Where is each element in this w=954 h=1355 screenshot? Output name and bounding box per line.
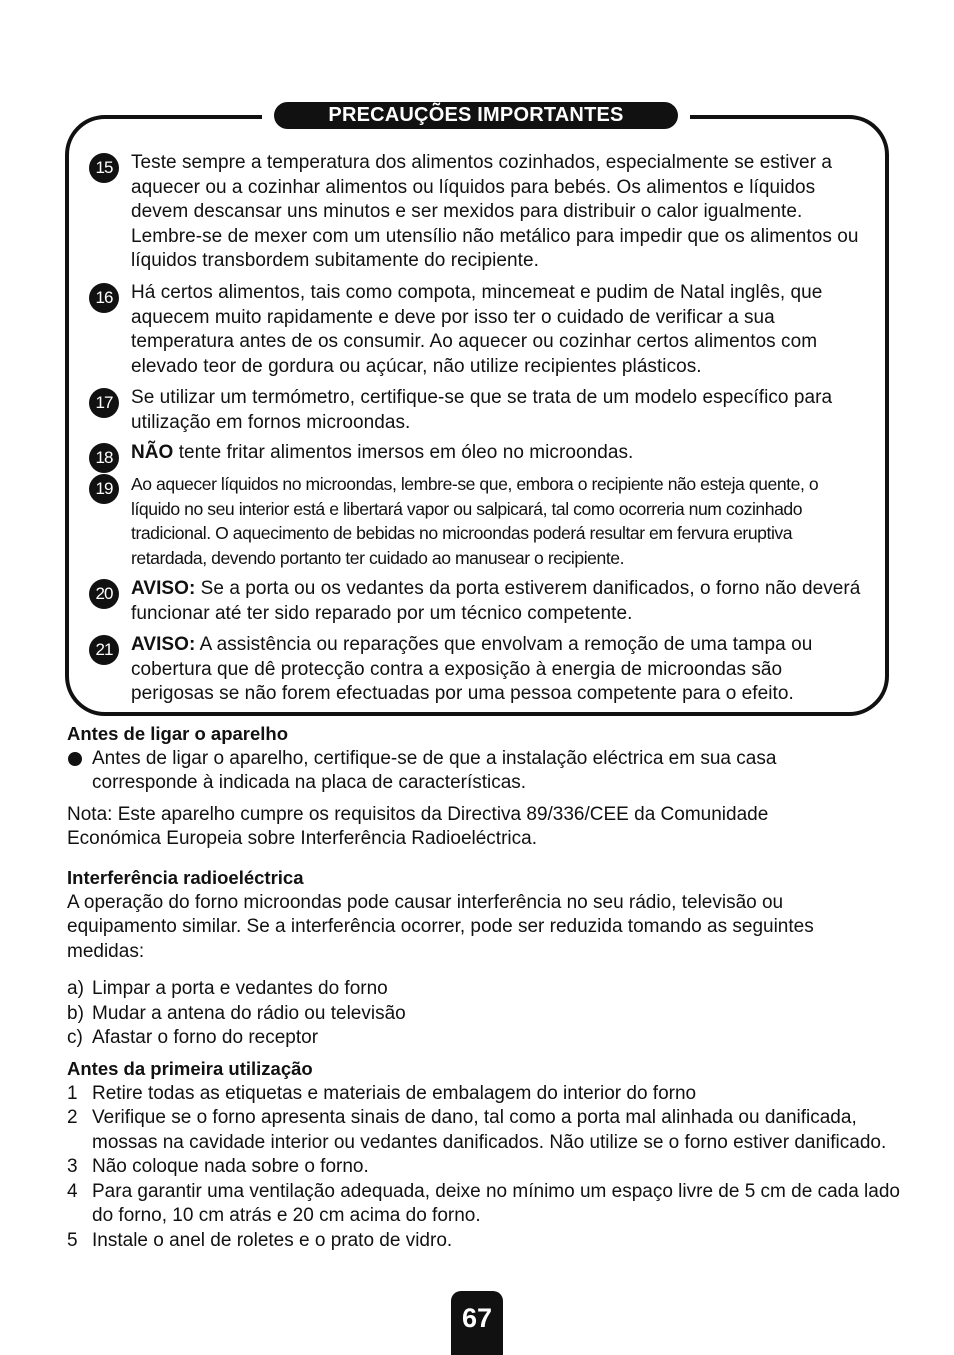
item-number-badge: 19 xyxy=(89,474,119,504)
list-item: 2 Verifique se o forno apresenta sinais de dano, tal como a porta mal alinhada ou danificada, mossas na cavidade interior ou vedantes danificados. Não utilize se o forno estiver danificado. xyxy=(67,1107,887,1153)
item-emphasis: AVISO: xyxy=(131,578,196,599)
precaution-item-17 xyxy=(89,386,864,435)
bullet-item: Antes de ligar o aparelho, certifique-se de que a instalação eléctrica em sua casa corresponde à indicada na placa de características. xyxy=(67,747,867,796)
before-connect-section xyxy=(67,722,867,852)
item-text: Se utilizar um termómetro, certifique-se que se trata de um modelo específico para utilização em fornos microondas. xyxy=(131,387,833,433)
precaution-item-16 xyxy=(89,281,864,379)
item-text: AVISO: Se a porta ou os vedantes da porta estiverem danificados, o forno não deverá funcionar até ter sido reparado por um técnico competente. xyxy=(131,578,861,624)
precaution-item-20 xyxy=(89,577,864,626)
list-item: 4 Para garantir uma ventilação adequada, deixe no mínimo um espaço livre de 5 cm de cada lado do forno, 10 cm atrás e 20 cm acima do forno. xyxy=(67,1180,900,1226)
item-number-badge: 17 xyxy=(89,388,119,418)
item-text: Ao aquecer líquidos no microondas, lembre-se que, embora o recipiente não esteja quente, o líquido no seu interior está e libertará vapor ou salpicará, tal como ocorreria num cozinhado tradicional. O aquecimento de bebidas no microondas poderá resultar em fervura eruptiva retardada, devendo portanto ter cuidado ao manusear o recipiente. xyxy=(131,474,819,568)
precautions-title: PRECAUÇÕES IMPORTANTES xyxy=(274,102,678,129)
interference-section xyxy=(67,866,897,1051)
list-item: 1 Retire todas as etiquetas e materiais de embalagem do interior do forno xyxy=(67,1082,697,1104)
section-title: Antes de ligar o aparelho xyxy=(67,723,289,744)
item-number-badge: 21 xyxy=(89,635,119,665)
item-text: AVISO: A assistência ou reparações que envolvam a remoção de uma tampa ou cobertura que dê protecção contra a exposição à energia de microondas são perigosas se não forem efectuadas por uma pessoa competente para o efeito. xyxy=(131,634,813,704)
precaution-item-21 xyxy=(89,633,864,707)
page-number: 67 xyxy=(451,1291,503,1355)
paragraph: A operação do forno microondas pode causar interferência no seu rádio, televisão ou equipamento similar. Se a interferência ocorrer, pode ser reduzida tomando as seguintes medidas: xyxy=(67,891,814,962)
precaution-item-15 xyxy=(89,151,864,274)
measures-list xyxy=(67,977,897,1051)
item-number-badge: 20 xyxy=(89,579,119,609)
item-text: NÃO tente fritar alimentos imersos em óleo no microondas. xyxy=(131,442,634,463)
list-item: a) Limpar a porta e vedantes do forno xyxy=(67,978,388,999)
item-number-badge: 16 xyxy=(89,283,119,313)
item-emphasis: AVISO: xyxy=(131,634,196,655)
first-use-section xyxy=(67,1057,900,1253)
section-title: Interferência radioeléctrica xyxy=(67,867,304,888)
list-item: 3 Não coloque nada sobre o forno. xyxy=(67,1156,369,1177)
item-number-badge: 15 xyxy=(89,153,119,183)
list-item: b) Mudar a antena do rádio ou televisão xyxy=(67,1002,406,1024)
list-item: 5 Instale o anel de roletes e o prato de vidro. xyxy=(67,1229,453,1251)
item-emphasis: NÃO xyxy=(131,442,174,463)
note-text: Nota: Este aparelho cumpre os requisitos da Directiva 89/336/CEE da Comunidade Económica Europeia sobre Interferência Radioeléctrica. xyxy=(67,803,769,849)
item-text: Teste sempre a temperatura dos alimentos cozinhados, especialmente se estiver a aquecer ou a cozinhar alimentos ou líquidos para bebés. Os alimentos e líquidos devem descansar uns minutos e ser mexidos para distribuir o calor igualmente. Lembre-se de mexer com um utensílio não metálico para impedir que os alimentos ou líquidos transbordem subitamente do recipiente. xyxy=(131,152,859,271)
precaution-item-18 xyxy=(89,441,864,466)
item-text: Há certos alimentos, tais como compota, mincemeat e pudim de Natal inglês, que aquecem muito rapidamente e deve por isso ter o cuidado de verificar a sua temperatura antes de os consumir. Ao aquecer ou cozinhar certos alimentos com elevado teor de gordura ou açúcar, não utilize recipientes plásticos. xyxy=(131,282,823,377)
bullet-icon xyxy=(68,752,82,766)
list-item: c) Afastar o forno do receptor xyxy=(67,1027,319,1048)
section-title: Antes da primeira utilização xyxy=(67,1058,313,1079)
precaution-item-19 xyxy=(89,472,864,570)
item-number-badge: 18 xyxy=(89,443,119,473)
